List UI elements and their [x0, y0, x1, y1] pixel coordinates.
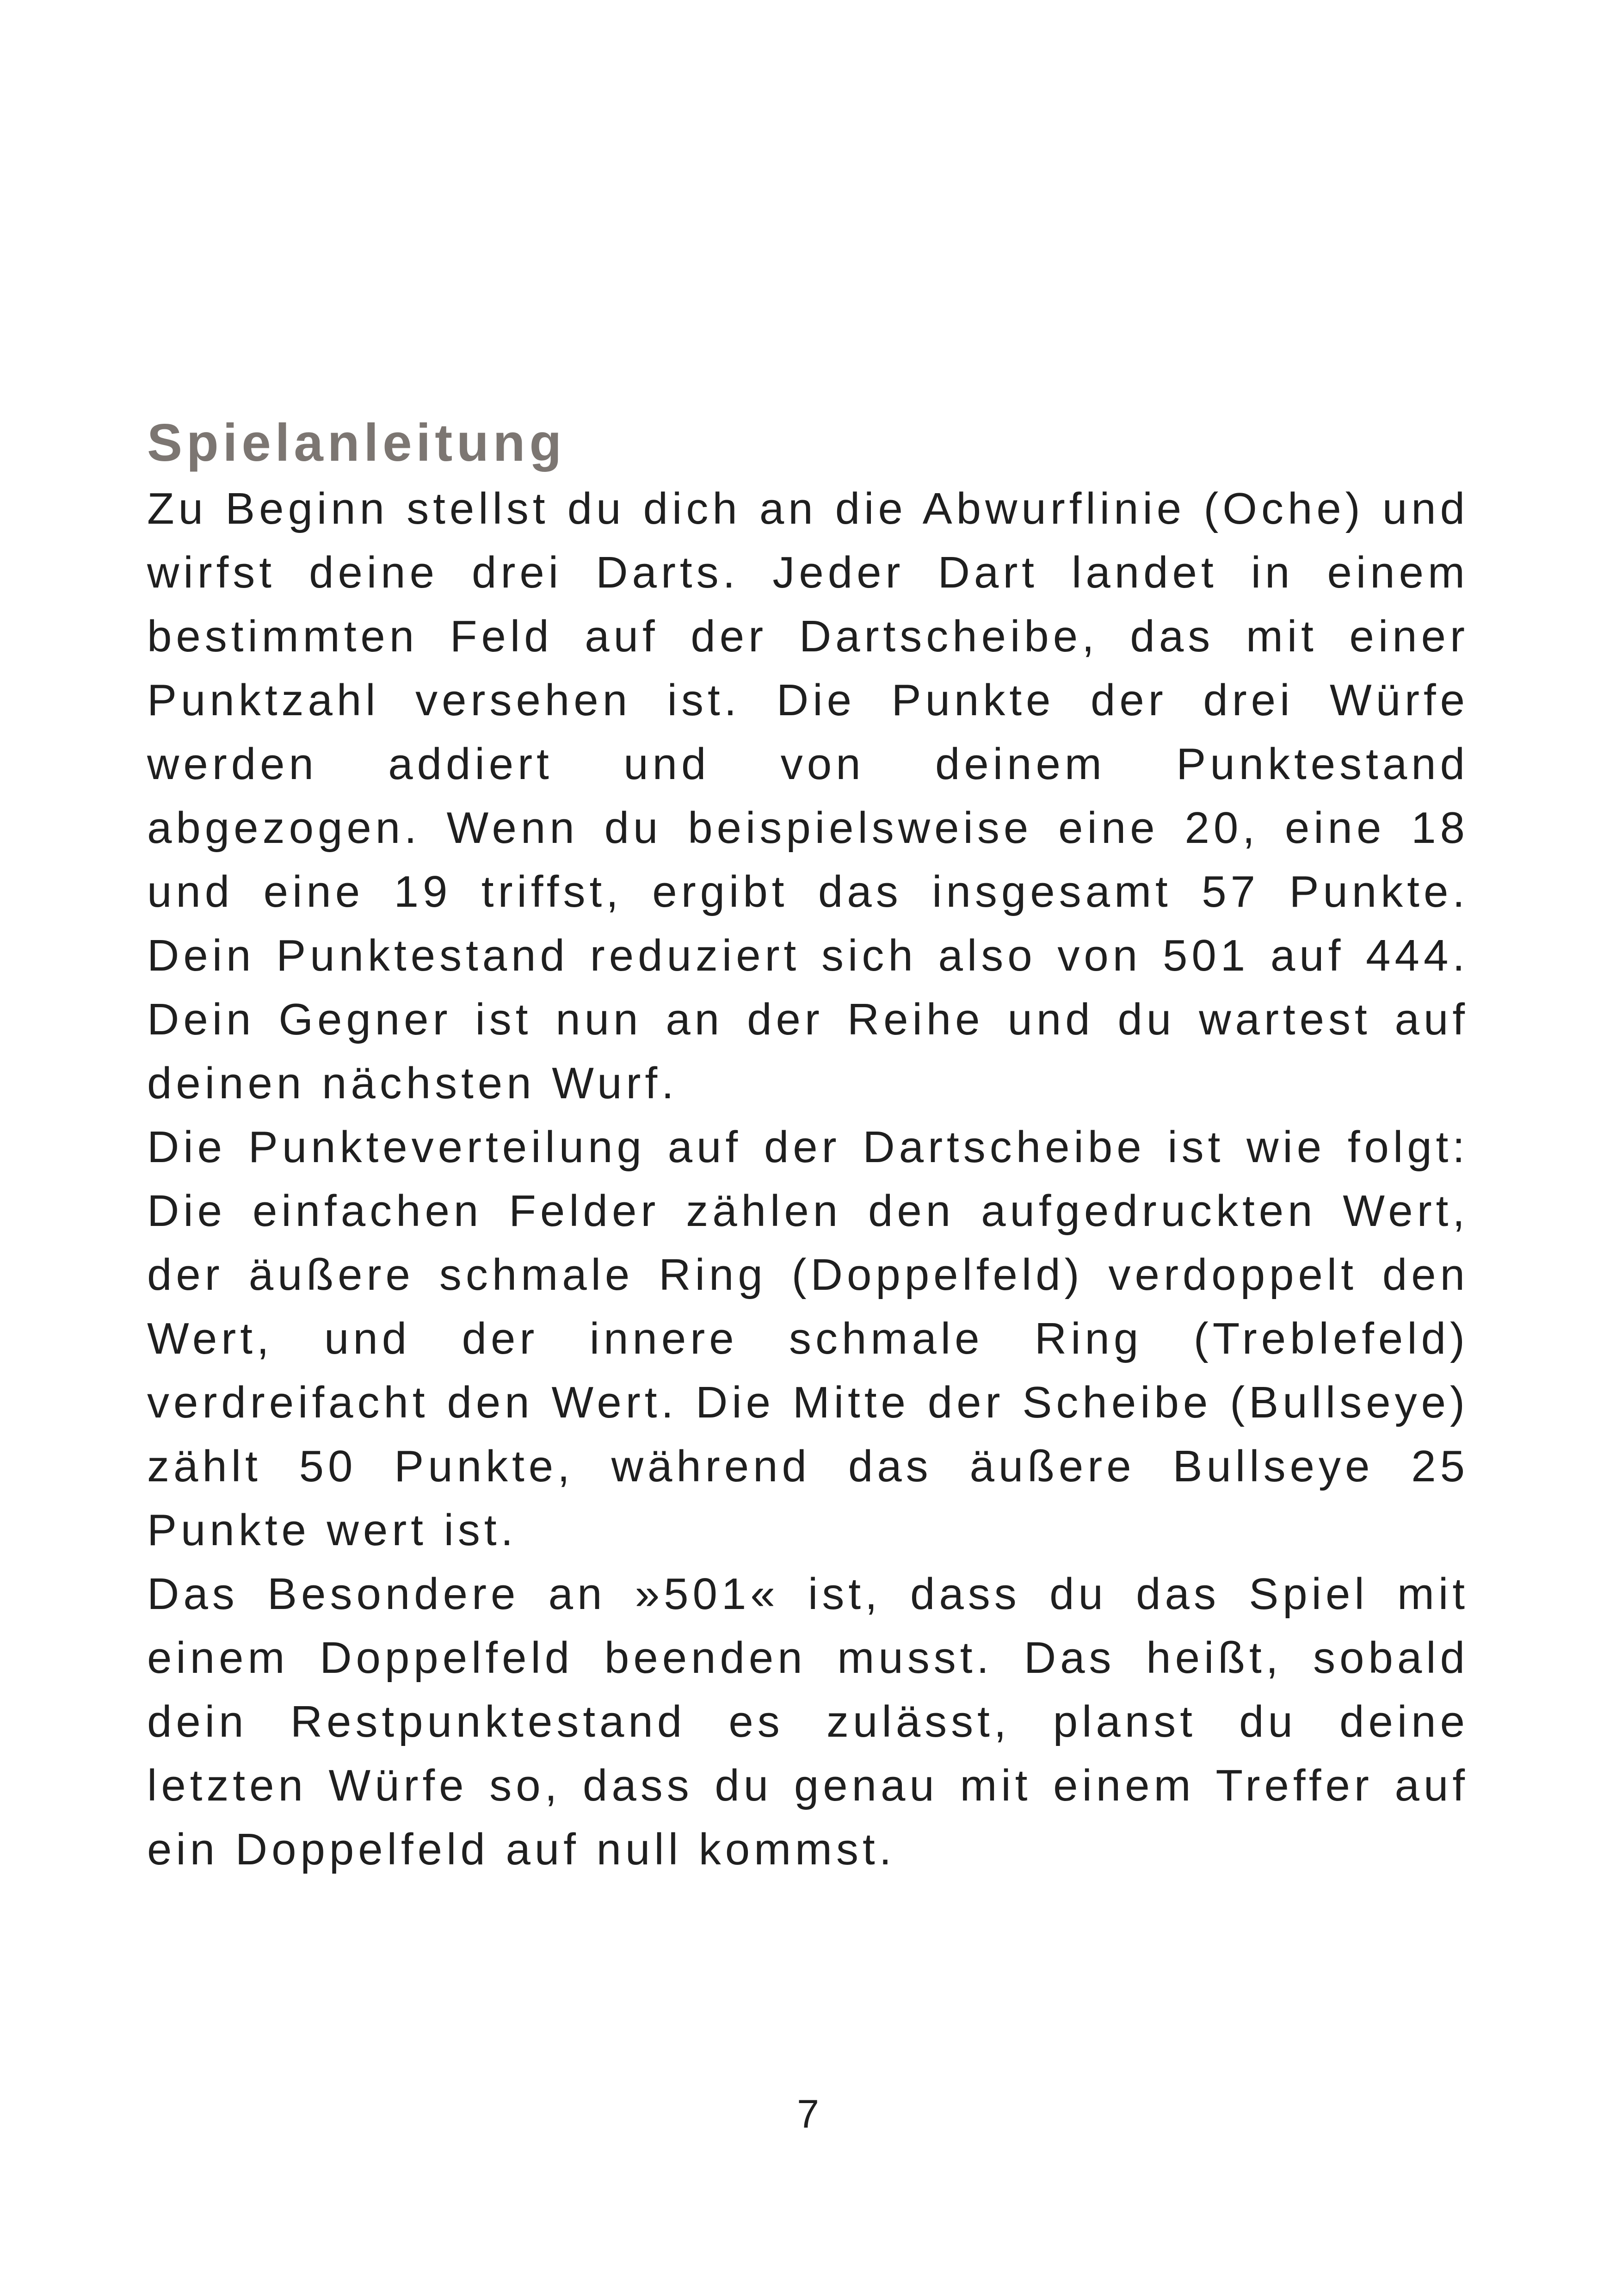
paragraph-point-distribution: Die Punkteverteilung auf der Dartscheibe ist wie folgt: Die einfachen Felder zählen den aufgedruckten Wert, der äußere schmale Ring (Doppelfeld) verdoppelt den Wert, und der innere schmale Ring (Treblefeld) verdreifacht den Wert. Die Mitte der Scheibe (Bullseye) zählt 50 Punkte, während das äußere Bullseye 25 Punkte wert ist.	[147, 1122, 1469, 1555]
section-heading: Spielanleitung	[147, 414, 566, 472]
page-content	[147, 409, 1469, 1881]
paragraph-scoring-basics: Zu Beginn stellst du dich an die Abwurflinie (Oche) und wirfst deine drei Darts. Jeder Dart landet in einem bestimmten Feld auf der Dartscheibe, das mit einer Punktzahl versehen ist. Die Punkte der drei Würfe werden addiert und von deinem Punktestand abgezogen. Wenn du beispielsweise eine 20, eine 18 und eine 19 triffst, ergibt das insgesamt 57 Punkte. Dein Punktestand reduziert sich also von 501 auf 444. Dein Gegner ist nun an der Reihe und du wartest auf deinen nächsten Wurf.	[147, 484, 1469, 1108]
page-number: 7	[797, 2092, 819, 2136]
paragraph-double-out: Das Besondere an »501« ist, dass du das Spiel mit einem Doppelfeld beenden musst. Das heißt, sobald dein Restpunktestand es zulässt, planst du deine letzten Würfe so, dass du genau mit einem Treffer auf ein Doppelfeld auf null kommst.	[147, 1569, 1469, 1874]
